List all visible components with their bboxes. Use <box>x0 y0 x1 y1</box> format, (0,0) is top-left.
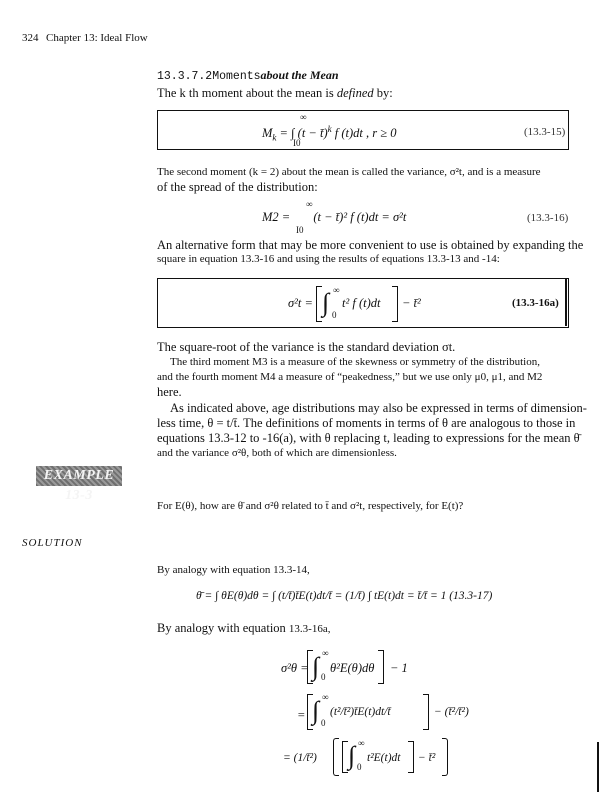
intro-text-c: by: <box>376 86 393 100</box>
sqrt-line-3: and the fourth moment M4 a measure of “peakedness,” but we use only μ0, μ1, and M2 <box>157 371 543 383</box>
running-header: Chapter 13: Ideal Flow <box>46 32 148 44</box>
eq15-upper-limit: ∞ <box>300 112 307 122</box>
equation-13-3-15 <box>262 124 396 143</box>
age-line-4: and the variance σ²θ, both of which are dimensionless. <box>157 447 397 459</box>
eq-var-step3-lhs: = (1/t̄²) <box>283 752 317 764</box>
eq-var-step2-tail: − (t̄²/t̄²) <box>434 706 469 718</box>
solution-line-2-b: 13.3-16a, <box>288 623 331 635</box>
eq-var-step3-integral: ∫ <box>348 741 356 770</box>
section-title: about the Mean <box>260 68 339 82</box>
eq16-upper-limit: ∞ <box>306 199 313 209</box>
eq-var-step3-upper: ∞ <box>358 738 365 748</box>
margin-rule <box>597 742 599 792</box>
eq-var-step3-lower: 0 <box>357 762 362 772</box>
section-heading <box>157 66 339 84</box>
equation-13-3-16 <box>262 210 406 225</box>
eq-var-theta-body: θ²E(θ)dθ <box>330 661 375 675</box>
eq16a-lhs: σ²t = <box>288 296 313 310</box>
eq-var-theta-integral: ∫ <box>312 652 320 681</box>
eq16a-integral-sign: ∫ <box>322 288 330 317</box>
equation-13-3-17: θ̄ = ∫ θE(θ)dθ = ∫ (t/t̄)t̄E(t)dt/t̄ = (1/t̄) ∫ tE(t)dt = t̄/t̄ = 1 (13.3-17) <box>196 590 493 602</box>
eq-var-step3-left-brace <box>333 738 339 776</box>
eq-var-step2-right-bracket <box>423 694 429 730</box>
page-number: 324 <box>22 32 39 44</box>
eq16a-right-bracket <box>392 286 398 322</box>
eq16a-body: t² f (t)dt <box>342 296 381 310</box>
eq-var-theta-lower: 0 <box>321 672 326 682</box>
eq-var-step2-upper: ∞ <box>322 692 329 702</box>
eq-var-step2-body: (t²/t̄²)t̄E(t)dt/t̄ <box>330 706 391 718</box>
solution-line-1: By analogy with equation 13.3-14, <box>157 564 310 576</box>
eq15-lhs: M <box>262 126 273 141</box>
eq-var-theta-upper: ∞ <box>322 648 329 658</box>
solution-line-2 <box>157 621 330 636</box>
intro-text-emph: defined <box>336 86 374 100</box>
eq-var-theta-tail: − 1 <box>390 661 408 675</box>
eq15-rhs: = ∫ (t − t̄) <box>279 126 328 141</box>
eq16-lhs: M2 = <box>262 210 291 224</box>
eq15-sub: k <box>272 132 277 143</box>
sqrt-line-2: The third moment M3 is a measure of the skewness or symmetry of the distribution, <box>170 356 540 368</box>
eq-var-step2-integral: ∫ <box>312 696 320 725</box>
sqrt-line-4: here. <box>157 385 182 399</box>
eq-var-step3-right-brace <box>442 738 448 776</box>
alt-line-2: square in equation 13.3-16 and using the results of equations 13.3-13 and -14: <box>157 253 500 265</box>
solution-line-2-a: By analogy with equation <box>157 621 286 635</box>
eq-var-step3-tail: − t̄² <box>418 752 436 764</box>
example-question: For E(θ), how are θ̄ and σ²θ related to t̄ and σ²t, respectively, for E(t)? <box>157 500 464 512</box>
age-line-3: equations 13.3-12 to -16(a), with θ replacing t, leading to expressions for the mean θ̄ <box>157 431 580 445</box>
eq16-body: (t − t̄)² f (t)dt = σ²t <box>313 210 407 224</box>
alt-line-1: An alternative form that may be more convenient to use is obtained by expanding the <box>157 238 584 252</box>
eq-var-step3-right-bracket <box>408 741 414 773</box>
variance-line-1: The second moment (k = 2) about the mean is called the variance, σ²t, and is a measure <box>157 166 541 178</box>
eq15-rest: f (t)dt , r ≥ 0 <box>334 126 397 141</box>
eq16a-number: (13.3-16a) <box>512 297 559 309</box>
eq16a-upper-limit: ∞ <box>333 285 340 295</box>
variance-line-2: of the spread of the distribution: <box>157 180 318 194</box>
eq-var-theta-lhs: σ²θ = <box>281 661 309 675</box>
eq15-sup: k <box>327 124 332 134</box>
age-line-1: As indicated above, age distributions may also be expressed in terms of dimension- <box>170 401 587 415</box>
section-code-label: Moments <box>212 70 261 83</box>
eq16a-lower-limit: 0 <box>332 310 337 320</box>
eq16-number: (13.3-16) <box>527 212 569 224</box>
eq-var-step2-lower: 0 <box>321 718 326 728</box>
age-line-2: less time, θ = t/t̄. The definitions of moments in terms of θ are analogous to those in <box>157 416 576 430</box>
intro-paragraph <box>157 86 393 101</box>
eq-var-step2-lhs: = <box>297 708 306 722</box>
eq-var-step3-body: t²E(t)dt <box>367 752 401 764</box>
eq16-lower-limit: I0 <box>296 225 304 235</box>
sqrt-line-1: The square-root of the variance is the standard deviation σt. <box>157 340 456 354</box>
eq-var-theta-right-bracket <box>378 650 384 684</box>
box-right-rule <box>565 278 567 326</box>
solution-label: SOLUTION <box>22 537 83 549</box>
section-number: 13.3.7.2 <box>157 70 213 83</box>
eq16a-tail: − t̄² <box>402 296 421 310</box>
intro-text-a: The k th moment about the mean is <box>157 86 334 100</box>
example-badge: EXAMPLE 13-3 <box>36 466 122 486</box>
eq15-lower-limit: I0 <box>293 138 301 148</box>
eq15-number: (13.3-15) <box>524 126 566 138</box>
